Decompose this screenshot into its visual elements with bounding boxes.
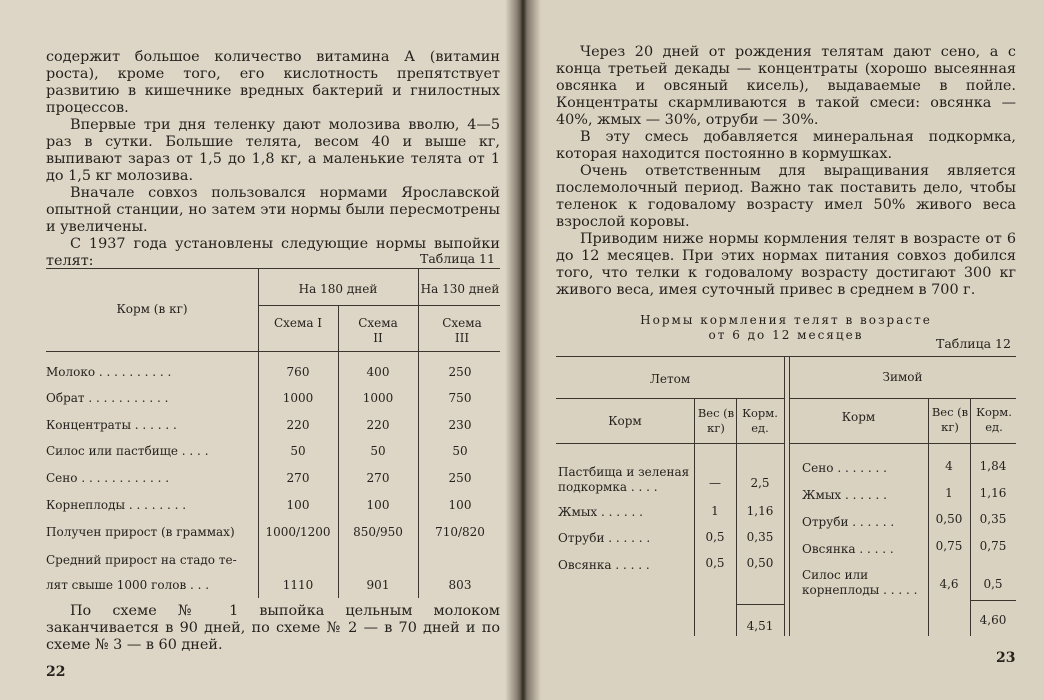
row-label: Овсянка . . . . . — [558, 558, 650, 572]
cell-value: 0,75 — [979, 539, 1007, 553]
cell-value: 0,5 — [705, 530, 725, 544]
column-header-units-summer: Корм. ед. — [742, 406, 778, 435]
right-body-text — [556, 44, 1016, 299]
cell-value: 230 — [448, 418, 472, 432]
table-11-caption: Таблица 11 — [420, 251, 495, 266]
cell-value: 4,6 — [939, 577, 959, 591]
cell-value: 1000 — [282, 391, 314, 405]
table-rule — [556, 443, 784, 444]
row-label: Сено . . . . . . . — [802, 461, 887, 475]
paragraph: Через 20 дней от рождения телятам дают сено, а с конца третьей декады — концентраты (хорошо высеянная овсянка и овсяный кисель), выдаваемые в пойле. Концентраты скармливаются в такой смеси: овсянка — 40%, жмых — 30%, отруби — 30%. — [556, 44, 1016, 128]
cell-value: 1000/1200 — [265, 525, 331, 539]
cell-value: 0,50 — [746, 556, 774, 570]
column-header-scheme-2: Схема II — [358, 316, 398, 345]
row-label: Овсянка . . . . . — [802, 542, 894, 556]
table-rule — [556, 398, 784, 399]
winter-total: 4,60 — [979, 613, 1007, 627]
summer-total: 4,51 — [746, 619, 774, 633]
table-rule — [556, 356, 1016, 357]
column-group-130: На 130 дней — [420, 282, 500, 296]
row-label: Пастбища и зеленая подкормка . . . . — [558, 465, 690, 494]
table-rule — [258, 305, 500, 306]
column-header-feed-summer: Корм — [608, 414, 642, 428]
row-label: лят свыше 1000 голов . . . — [46, 578, 210, 592]
cell-value: 1110 — [282, 578, 314, 592]
table-rule — [418, 268, 419, 598]
cell-value: 0,50 — [935, 512, 963, 526]
cell-value: 1,16 — [746, 504, 774, 518]
table-title-line: от 6 до 12 месяцев — [708, 328, 864, 342]
cell-value: 901 — [366, 578, 390, 592]
cell-value: 220 — [286, 418, 310, 432]
cell-value: 250 — [448, 365, 472, 379]
cell-value: 100 — [448, 498, 472, 512]
cell-value: 1 — [711, 504, 719, 518]
row-label: Жмых . . . . . . — [558, 505, 643, 519]
cell-value: 100 — [366, 498, 390, 512]
page-number-right: 23 — [996, 650, 1016, 666]
page-number-left: 22 — [46, 664, 66, 680]
cell-value: 220 — [366, 418, 390, 432]
table-rule — [258, 268, 259, 598]
table-rule — [789, 443, 1016, 444]
table-rule — [736, 604, 784, 605]
column-header-weight-summer: Вес (в кг) — [697, 406, 735, 435]
cell-value: 0,5 — [983, 577, 1003, 591]
cell-value: 50 — [290, 444, 306, 458]
left-page — [0, 0, 518, 700]
cell-value: 760 — [286, 365, 310, 379]
column-header-feed: Корм (в кг) — [116, 302, 188, 316]
table-rule — [46, 268, 500, 269]
cell-value: 0,5 — [705, 556, 725, 570]
column-header-scheme-1: Схема I — [273, 316, 323, 330]
left-body-text — [46, 49, 500, 270]
paragraph: В эту смесь добавляется минеральная подкормка, которая находится постоянно в кормушках. — [556, 129, 1016, 162]
paragraph: Очень ответственным для выращивания является послемолочный период. Важно так поставить дело, чтобы теленок к годовалому возрасту имел 50% живого веса взрослой коровы. — [556, 163, 1016, 230]
cell-value: 710/820 — [435, 525, 485, 539]
cell-value: 4 — [945, 459, 953, 473]
column-header-scheme-3: Схема III — [442, 316, 482, 345]
cell-value: 0,75 — [935, 539, 963, 553]
row-label: Концентраты . . . . . . — [46, 418, 177, 432]
table-rule — [46, 351, 500, 352]
paragraph: По схеме № 1 выпойка цельным молоком заканчивается в 90 дней, по схеме № 2 — в 70 дней и по схеме № 3 — в 60 дней. — [46, 603, 500, 653]
row-label: Силос или корнеплоды . . . . . — [802, 568, 918, 597]
column-header-feed-winter: Корм — [841, 410, 876, 424]
cell-value: 50 — [370, 444, 386, 458]
row-label: Сено . . . . . . . . . . . . — [46, 471, 170, 485]
cell-value: 850/950 — [353, 525, 403, 539]
right-page — [526, 0, 1044, 700]
row-label: Жмых . . . . . . — [802, 488, 887, 502]
cell-value: 400 — [366, 365, 390, 379]
cell-value: 2,5 — [750, 476, 770, 490]
paragraph: Впервые три дня теленку дают молозива вволю, 4—5 раз в сутки. Большие телята, весом 40 и выше кг, выпивают зараз от 1,5 до 1,8 кг, а маленькие телята от 1 до 1,5 кг молозива. — [46, 117, 500, 184]
row-label: Молоко . . . . . . . . . . — [46, 365, 172, 379]
column-group-winter: Зимой — [882, 370, 923, 384]
paragraph: Вначале совхоз пользовался нормами Ярославской опытной станции, но затем эти нормы были пересмотрены и увеличены. — [46, 185, 500, 235]
paragraph: Приводим ниже нормы кормления телят в возрасте от 6 до 12 месяцев. При этих нормах питания совхоз добился того, что телки к годовалому возрасту достигают 300 кг живого веса, имея суточный привес в среднем в 700 г. — [556, 231, 1016, 298]
column-header-units-winter: Корм. ед. — [976, 405, 1012, 434]
row-label: Получен прирост (в граммах) — [46, 525, 235, 539]
cell-value: 1,84 — [979, 459, 1007, 473]
paragraph: содержит большое количество витамина А (витамин роста), кроме того, его кислотность препятствует развитию в кишечнике вредных бактерий и гнилостных процессов. — [46, 49, 500, 116]
cell-value: 270 — [366, 471, 390, 485]
column-group-180: На 180 дней — [298, 282, 378, 296]
row-label: Отруби . . . . . . — [802, 515, 895, 529]
row-label: Силос или пастбище . . . . — [46, 444, 209, 458]
cell-value: 803 — [448, 578, 472, 592]
table-rule — [789, 398, 1016, 399]
row-label: Отруби . . . . . . — [558, 531, 651, 545]
cell-value: 0,35 — [746, 530, 774, 544]
cell-value: 1,16 — [979, 486, 1007, 500]
cell-value: 750 — [448, 391, 472, 405]
cell-value: 270 — [286, 471, 310, 485]
book-gutter — [505, 0, 541, 700]
table-rule — [784, 356, 785, 636]
cell-value: 0,35 — [979, 512, 1007, 526]
cell-value: — — [709, 476, 721, 490]
cell-value: 250 — [448, 471, 472, 485]
cell-value: 100 — [286, 498, 310, 512]
row-label: Корнеплоды . . . . . . . . — [46, 498, 187, 512]
cell-value: 1000 — [362, 391, 394, 405]
paragraph: С 1937 года установлены следующие нормы выпойки телят: — [46, 236, 500, 269]
left-after-text — [46, 603, 500, 654]
cell-value: 1 — [945, 486, 953, 500]
column-group-summer: Летом — [649, 372, 691, 386]
table-12-caption: Таблица 12 — [936, 336, 1011, 351]
cell-value: 50 — [452, 444, 468, 458]
row-label: Обрат . . . . . . . . . . . — [46, 391, 169, 405]
table-title-line: Нормы кормления телят в возрасте — [640, 313, 932, 327]
table-rule — [970, 600, 1016, 601]
row-label: Средний прирост на стадо те- — [46, 553, 237, 567]
column-header-weight-winter: Вес (в кг) — [931, 405, 969, 434]
